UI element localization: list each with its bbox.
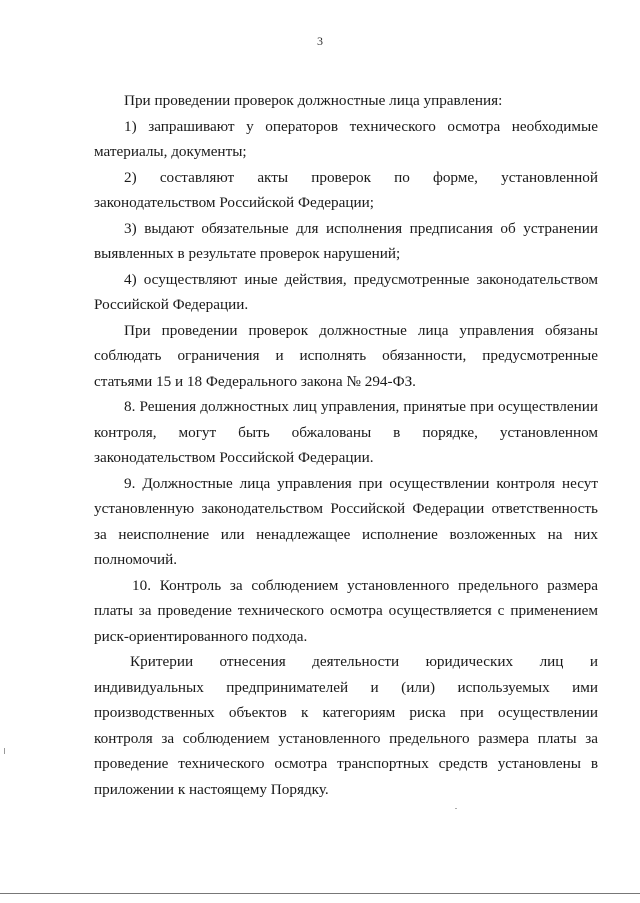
page-bottom-edge: [0, 893, 640, 894]
scan-artifact-mark: [4, 748, 5, 754]
paragraph-9: 9. Должностные лица управления при осуществлении контроля несут установленную законодательством Российской Федерации ответственность за неисполнение или ненадлежащее исполнение возложенных на них полномочий.: [94, 474, 598, 568]
paragraph-item-2-line-2: законодательством Российской Федерации;: [94, 194, 374, 211]
document-body: [94, 88, 598, 802]
page-number: 3: [317, 34, 323, 48]
paragraph-8-line-2: контроля, могут быть обжалованы в порядке, установленном: [94, 423, 598, 441]
paragraph-risk-criteria: Критерии отнесения деятельности юридических лиц и индивидуальных предпринимателей и (или) используемых ими производственных объектов к категориям риска при осуществлении контроля за соблюдением установленного предельного размера платы за проведение технического осмотра транспортных средств установлены в приложении к настоящему Порядку.: [94, 653, 598, 798]
paragraph-restrictions: При проведении проверок должностные лица управления обязаны соблюдать ограничения и исполнять обязанности, предусмотренные статьями 15 и 18 Федерального закона № 294-ФЗ.: [94, 321, 598, 390]
paragraph-item-2-line-1: 2) составляют акты проверок по форме, установленной: [124, 168, 598, 186]
paragraph-8-line-3: законодательством Российской Федерации.: [94, 449, 374, 466]
scan-artifact-dot: [455, 808, 457, 809]
paragraph-item-4: 4) осуществляют иные действия, предусмотренные законодательством Российской Федерации.: [94, 270, 598, 313]
paragraph-10: 10. Контроль за соблюдением установленного предельного размера платы за проведение технического осмотра осуществляется с применением риск-ориентированного подхода.: [94, 576, 598, 645]
paragraph-8-line-1: 8. Решения должностных лиц управления, принятые при осуществлении: [124, 398, 598, 415]
paragraph-inspection-intro: При проведении проверок должностные лица управления:: [124, 92, 503, 109]
paragraph-item-1: 1) запрашивают у операторов технического осмотра необходимые материалы, документы;: [94, 117, 598, 160]
paragraph-item-3: 3) выдают обязательные для исполнения предписания об устранении выявленных в результате проверок нарушений;: [94, 219, 598, 262]
